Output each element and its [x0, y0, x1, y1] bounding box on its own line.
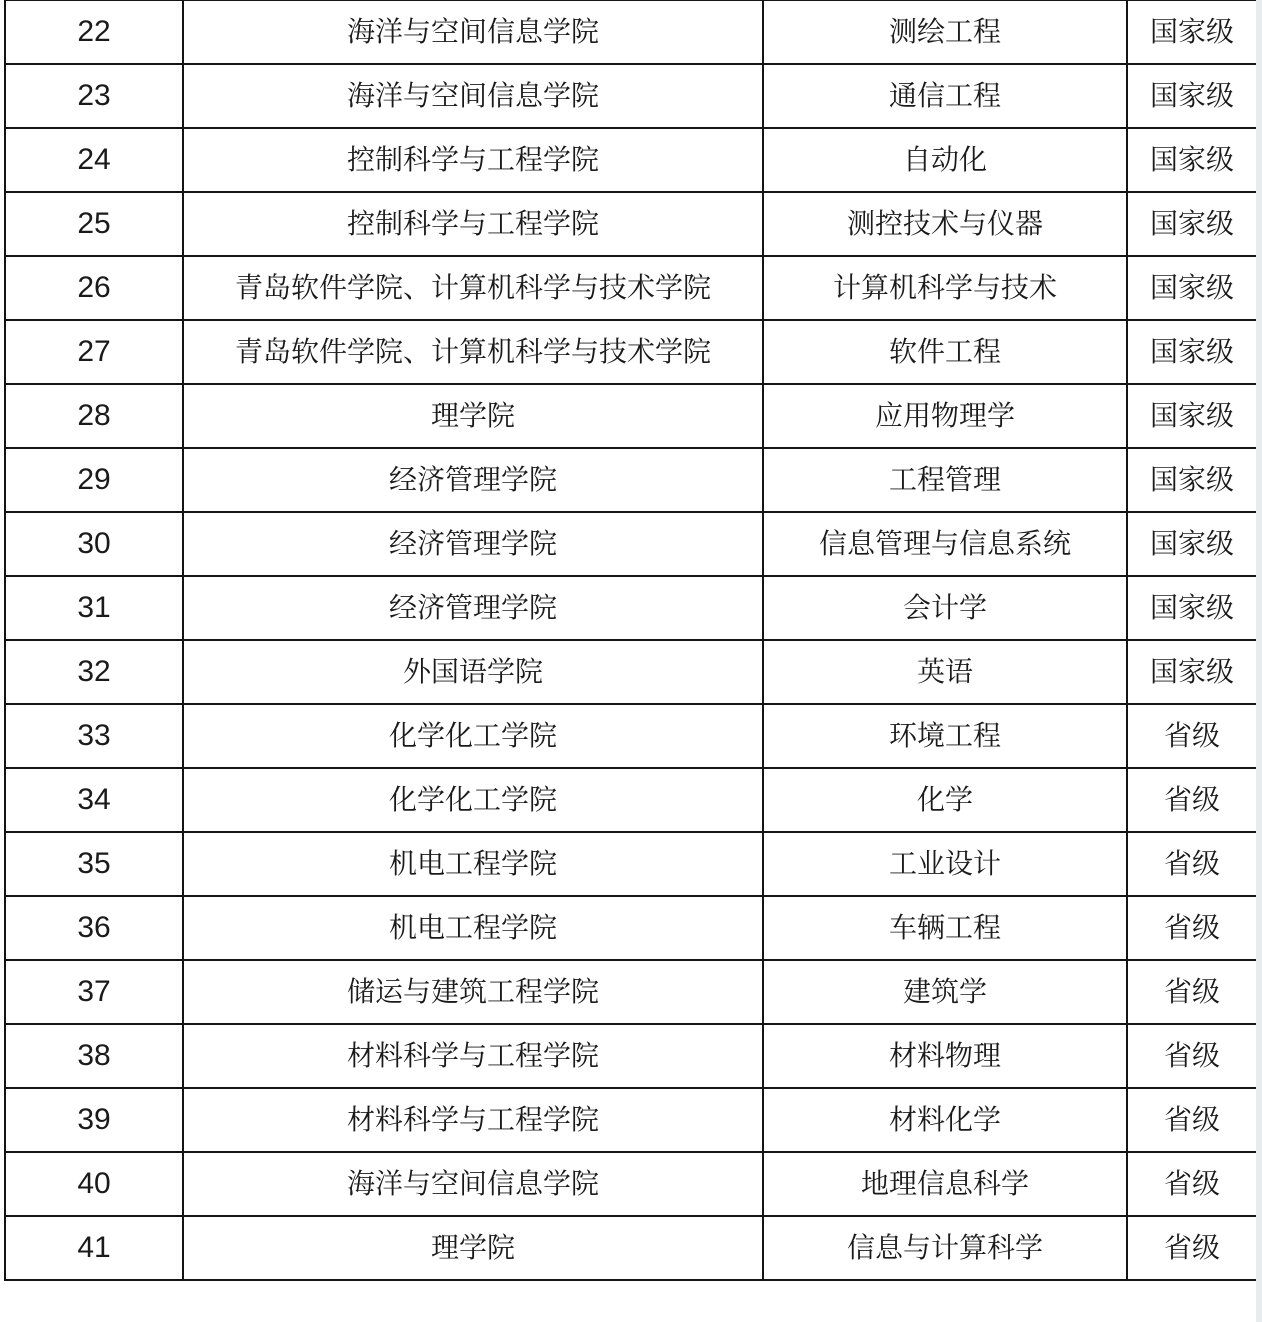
table-row: [5, 768, 1257, 832]
row-number-cell: 40: [5, 1152, 183, 1216]
college-cell: 化学化工学院: [183, 704, 763, 768]
table-row: [5, 640, 1257, 704]
college-cell: 机电工程学院: [183, 896, 763, 960]
level-cell: 省级: [1127, 704, 1257, 768]
row-number-cell: 37: [5, 960, 183, 1024]
row-number-cell: 39: [5, 1088, 183, 1152]
college-cell: 经济管理学院: [183, 576, 763, 640]
major-cell: 材料化学: [763, 1088, 1127, 1152]
row-number-cell: 33: [5, 704, 183, 768]
row-number-cell: 26: [5, 256, 183, 320]
level-cell: 省级: [1127, 768, 1257, 832]
college-cell: 储运与建筑工程学院: [183, 960, 763, 1024]
level-cell: 国家级: [1127, 192, 1257, 256]
level-cell: 省级: [1127, 832, 1257, 896]
majors-table: [4, 0, 1258, 1281]
row-number-cell: 27: [5, 320, 183, 384]
major-cell: 材料物理: [763, 1024, 1127, 1088]
major-cell: 工业设计: [763, 832, 1127, 896]
major-cell: 计算机科学与技术: [763, 256, 1127, 320]
college-cell: 理学院: [183, 1216, 763, 1280]
major-cell: 建筑学: [763, 960, 1127, 1024]
row-number-cell: 38: [5, 1024, 183, 1088]
major-cell: 信息与计算科学: [763, 1216, 1127, 1280]
major-cell: 车辆工程: [763, 896, 1127, 960]
level-cell: 国家级: [1127, 128, 1257, 192]
level-cell: 国家级: [1127, 576, 1257, 640]
college-cell: 外国语学院: [183, 640, 763, 704]
major-cell: 软件工程: [763, 320, 1127, 384]
major-cell: 测绘工程: [763, 1, 1127, 65]
major-cell: 测控技术与仪器: [763, 192, 1127, 256]
college-cell: 海洋与空间信息学院: [183, 1, 763, 65]
table-row: [5, 576, 1257, 640]
level-cell: 国家级: [1127, 448, 1257, 512]
college-cell: 控制科学与工程学院: [183, 128, 763, 192]
level-cell: 国家级: [1127, 384, 1257, 448]
table-row: [5, 1024, 1257, 1088]
majors-table-body: [5, 1, 1257, 1281]
college-cell: 青岛软件学院、计算机科学与技术学院: [183, 256, 763, 320]
row-number-cell: 31: [5, 576, 183, 640]
row-number-cell: 25: [5, 192, 183, 256]
table-row: [5, 64, 1257, 128]
level-cell: 国家级: [1127, 1, 1257, 65]
table-row: [5, 448, 1257, 512]
level-cell: 省级: [1127, 1216, 1257, 1280]
college-cell: 海洋与空间信息学院: [183, 64, 763, 128]
level-cell: 省级: [1127, 1152, 1257, 1216]
major-cell: 化学: [763, 768, 1127, 832]
table-row: [5, 320, 1257, 384]
row-number-cell: 41: [5, 1216, 183, 1280]
college-cell: 理学院: [183, 384, 763, 448]
row-number-cell: 32: [5, 640, 183, 704]
college-cell: 化学化工学院: [183, 768, 763, 832]
right-margin-strip: [1256, 0, 1262, 1322]
row-number-cell: 35: [5, 832, 183, 896]
college-cell: 控制科学与工程学院: [183, 192, 763, 256]
row-number-cell: 23: [5, 64, 183, 128]
table-row: [5, 512, 1257, 576]
college-cell: 青岛软件学院、计算机科学与技术学院: [183, 320, 763, 384]
table-row: [5, 704, 1257, 768]
level-cell: 国家级: [1127, 512, 1257, 576]
level-cell: 国家级: [1127, 256, 1257, 320]
table-row: [5, 1152, 1257, 1216]
level-cell: 国家级: [1127, 320, 1257, 384]
table-row: [5, 384, 1257, 448]
row-number-cell: 36: [5, 896, 183, 960]
college-cell: 材料科学与工程学院: [183, 1088, 763, 1152]
row-number-cell: 30: [5, 512, 183, 576]
table-row: [5, 832, 1257, 896]
row-number-cell: 29: [5, 448, 183, 512]
major-cell: 地理信息科学: [763, 1152, 1127, 1216]
table-row: [5, 896, 1257, 960]
level-cell: 省级: [1127, 1088, 1257, 1152]
level-cell: 省级: [1127, 1024, 1257, 1088]
row-number-cell: 22: [5, 1, 183, 65]
college-cell: 海洋与空间信息学院: [183, 1152, 763, 1216]
table-row: [5, 128, 1257, 192]
major-cell: 工程管理: [763, 448, 1127, 512]
table-row: [5, 960, 1257, 1024]
college-cell: 机电工程学院: [183, 832, 763, 896]
college-cell: 经济管理学院: [183, 512, 763, 576]
row-number-cell: 28: [5, 384, 183, 448]
major-cell: 会计学: [763, 576, 1127, 640]
major-cell: 环境工程: [763, 704, 1127, 768]
row-number-cell: 24: [5, 128, 183, 192]
level-cell: 国家级: [1127, 64, 1257, 128]
major-cell: 信息管理与信息系统: [763, 512, 1127, 576]
level-cell: 省级: [1127, 896, 1257, 960]
table-row: [5, 1, 1257, 65]
table-row: [5, 1088, 1257, 1152]
table-row: [5, 192, 1257, 256]
college-cell: 材料科学与工程学院: [183, 1024, 763, 1088]
table-row: [5, 1216, 1257, 1280]
level-cell: 国家级: [1127, 640, 1257, 704]
major-cell: 应用物理学: [763, 384, 1127, 448]
major-cell: 英语: [763, 640, 1127, 704]
major-cell: 自动化: [763, 128, 1127, 192]
row-number-cell: 34: [5, 768, 183, 832]
college-cell: 经济管理学院: [183, 448, 763, 512]
table-row: [5, 256, 1257, 320]
major-cell: 通信工程: [763, 64, 1127, 128]
level-cell: 省级: [1127, 960, 1257, 1024]
